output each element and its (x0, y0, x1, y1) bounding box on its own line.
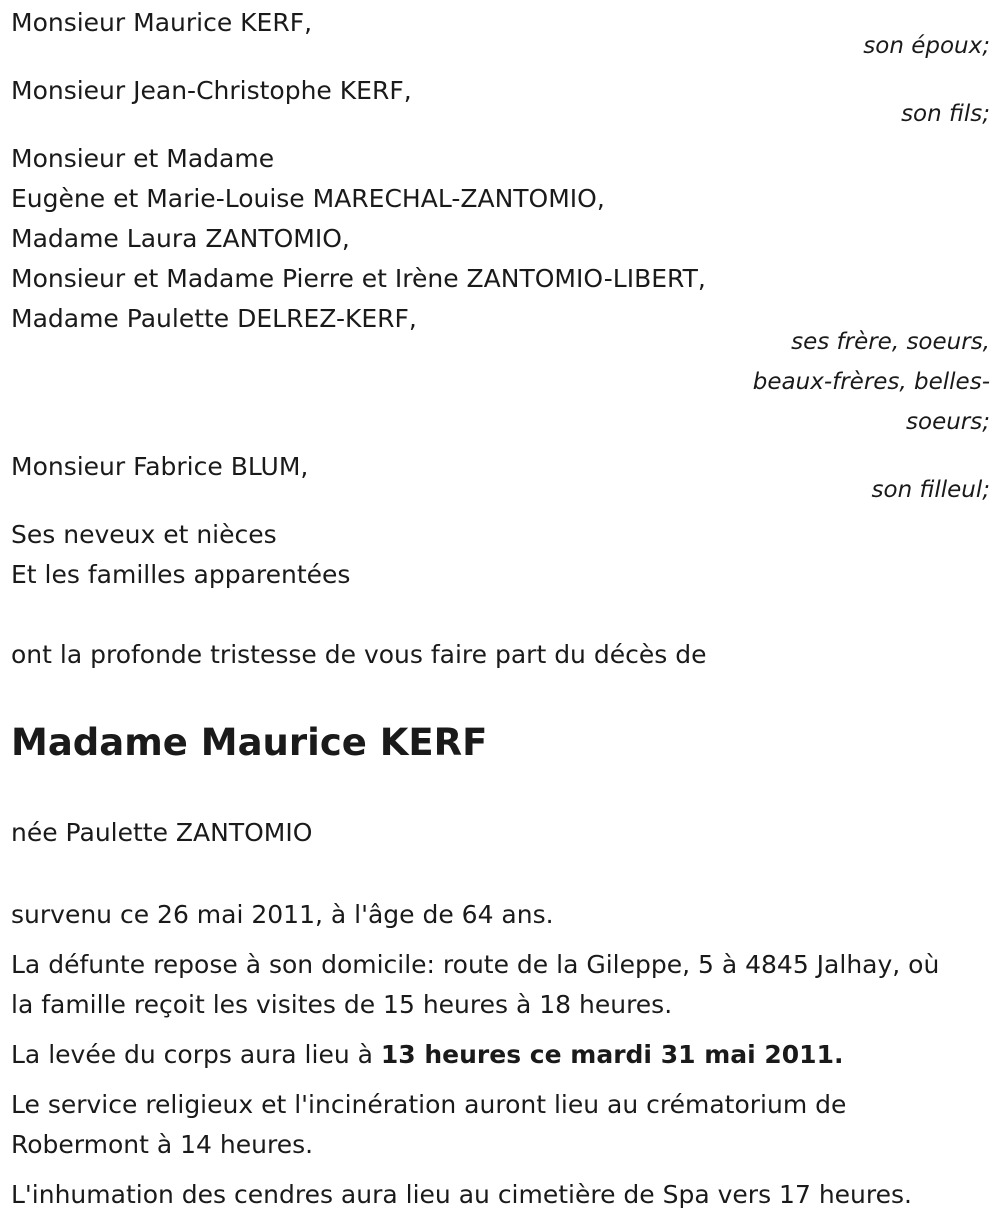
mourner-name: Ses neveux et nièces (11, 520, 277, 549)
mourner-group-family (11, 515, 990, 595)
levee-info (11, 1035, 990, 1075)
relation-label: beaux-frères, belles- (752, 369, 990, 395)
mourner-name: Et les familles apparentées (11, 560, 351, 589)
visitation-info (11, 945, 990, 1025)
service-info (11, 1085, 990, 1165)
burial-info (11, 1175, 990, 1215)
relation-label: son époux; (863, 33, 990, 59)
mourner-name: Monsieur et Madame (11, 144, 275, 173)
relation-label: ses frère, soeurs, (791, 329, 990, 355)
mourner-name: Monsieur Maurice KERF, (11, 8, 313, 37)
levee-prefix: La levée du corps aura lieu à (11, 1040, 381, 1069)
service-line: Robermont à 14 heures. (11, 1130, 314, 1159)
mourner-group-siblings (11, 139, 990, 442)
mourner-name: Monsieur Fabrice BLUM, (11, 452, 309, 481)
burial-line: L'inhumation des cendres aura lieu au cimetière de Spa vers 17 heures. (11, 1180, 912, 1209)
date-of-death: survenu ce 26 mai 2011, à l'âge de 64 ans. (11, 900, 554, 929)
service-line: Le service religieux et l'incinération auront lieu au crématorium de (11, 1090, 847, 1119)
levee-datetime: 13 heures ce mardi 31 mai 2011. (380, 1040, 844, 1069)
deceased-name: Madame Maurice KERF (11, 721, 488, 764)
relation-label: soeurs; (906, 409, 990, 435)
mourner-group-godson (11, 447, 990, 510)
relation-label: son filleul; (871, 477, 990, 503)
mourner-name: Madame Laura ZANTOMIO, (11, 224, 350, 253)
mourner-group-spouse (11, 3, 990, 66)
mourner-name: Madame Paulette DELREZ-KERF, (11, 304, 417, 333)
mourner-name: Monsieur et Madame Pierre et Irène ZANTOMIO-LIBERT, (11, 264, 706, 293)
visitation-line: La défunte repose à son domicile: route de la Gileppe, 5 à 4845 Jalhay, où (11, 950, 940, 979)
mourner-name: Monsieur Jean-Christophe KERF, (11, 76, 412, 105)
visitation-line: la famille reçoit les visites de 15 heures à 18 heures. (11, 990, 673, 1019)
maiden-name: née Paulette ZANTOMIO (11, 818, 313, 847)
mourner-group-son (11, 71, 990, 134)
relation-label: son fils; (901, 101, 990, 127)
mourner-name: Eugène et Marie-Louise MARECHAL-ZANTOMIO, (11, 184, 605, 213)
announcement-text: ont la profonde tristesse de vous faire part du décès de (11, 640, 707, 669)
